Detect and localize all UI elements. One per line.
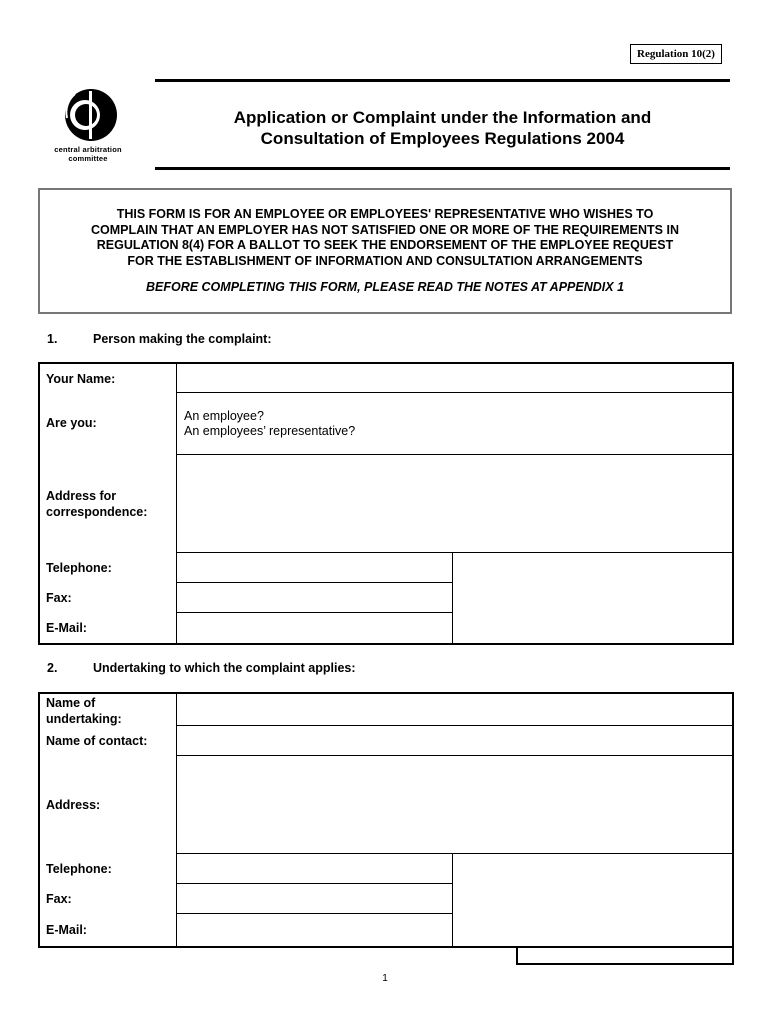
field-fax-2[interactable]	[176, 883, 453, 914]
page-number: 1	[382, 973, 388, 984]
label-name-of-undertaking	[46, 695, 122, 727]
label-address: Address:	[46, 798, 101, 812]
notice-instruction: BEFORE COMPLETING THIS FORM, PLEASE READ THE NOTES AT APPENDIX 1	[145, 280, 625, 294]
label-undertaking-line2: undertaking:	[46, 712, 122, 726]
option-employee[interactable]: An employee?	[184, 409, 264, 423]
field-telephone-2[interactable]	[176, 853, 453, 884]
field-email-2[interactable]	[176, 913, 453, 947]
section1-number: 1.	[47, 332, 58, 346]
notice-line1: THIS FORM IS FOR AN EMPLOYEE OR EMPLOYEES' REPRESENTATIVE WHO WISHES TO	[116, 207, 654, 221]
label-fax-2: Fax:	[46, 892, 72, 906]
field-name-of-contact[interactable]	[176, 725, 733, 756]
field-address-correspondence[interactable]	[176, 454, 733, 553]
notice-line4: FOR THE ESTABLISHMENT OF INFORMATION AND CONSULTATION ARRANGEMENTS	[127, 253, 643, 268]
field-address[interactable]	[176, 755, 733, 854]
title-line1: Application or Complaint under the Information and	[233, 108, 652, 127]
label-telephone-2: Telephone:	[46, 862, 112, 876]
page-title	[155, 107, 730, 149]
notice-line2: COMPLAIN THAT AN EMPLOYER HAS NOT SATISFIED ONE OR MORE OF THE REQUIREMENTS IN	[91, 222, 679, 237]
section2-number: 2.	[47, 661, 58, 675]
section1-heading	[47, 332, 272, 346]
header-rule-top	[155, 79, 730, 82]
field-telephone[interactable]	[176, 552, 453, 583]
contact-blank-area	[452, 552, 733, 644]
label-fax: Fax:	[46, 591, 72, 605]
section2-heading	[47, 661, 356, 675]
label-are-you: Are you:	[46, 416, 97, 430]
label-address-line2: correspondence:	[46, 505, 148, 519]
contact-blank-area-2	[452, 853, 733, 947]
header-rule-bottom	[155, 167, 730, 170]
cac-logo-icon	[45, 88, 135, 148]
field-name-of-undertaking[interactable]	[176, 693, 733, 726]
section2-title: Undertaking to which the complaint applies:	[93, 661, 356, 675]
regulation-reference: Regulation 10(2)	[630, 44, 722, 64]
notice-box	[38, 188, 732, 314]
label-email-2: E-Mail:	[46, 923, 87, 937]
field-fax[interactable]	[176, 582, 453, 613]
label-telephone: Telephone:	[46, 561, 112, 575]
notice-text	[40, 207, 730, 269]
option-employees-representative[interactable]: An employees’ representative?	[184, 424, 356, 438]
label-undertaking-line1: Name of	[46, 696, 96, 710]
logo-caption-line1: central arbitration	[54, 145, 122, 154]
section1-title: Person making the complaint:	[93, 332, 272, 346]
label-address-correspondence	[46, 488, 147, 520]
logo-caption-line2: committee	[68, 154, 108, 163]
field-email[interactable]	[176, 612, 453, 644]
notice-line3: REGULATION 8(4) FOR A BALLOT TO SEEK THE ENDORSEMENT OF THE EMPLOYEE REQUEST	[96, 238, 674, 252]
label-your-name: Your Name:	[46, 372, 116, 386]
label-email: E-Mail:	[46, 621, 87, 635]
label-address-line1: Address for	[46, 489, 117, 503]
logo-caption	[40, 145, 136, 163]
title-line2: Consultation of Employees Regulations 2004	[260, 129, 625, 148]
field-your-name[interactable]	[176, 363, 733, 393]
label-name-of-contact: Name of contact:	[46, 734, 148, 748]
continuation-box	[516, 946, 734, 965]
